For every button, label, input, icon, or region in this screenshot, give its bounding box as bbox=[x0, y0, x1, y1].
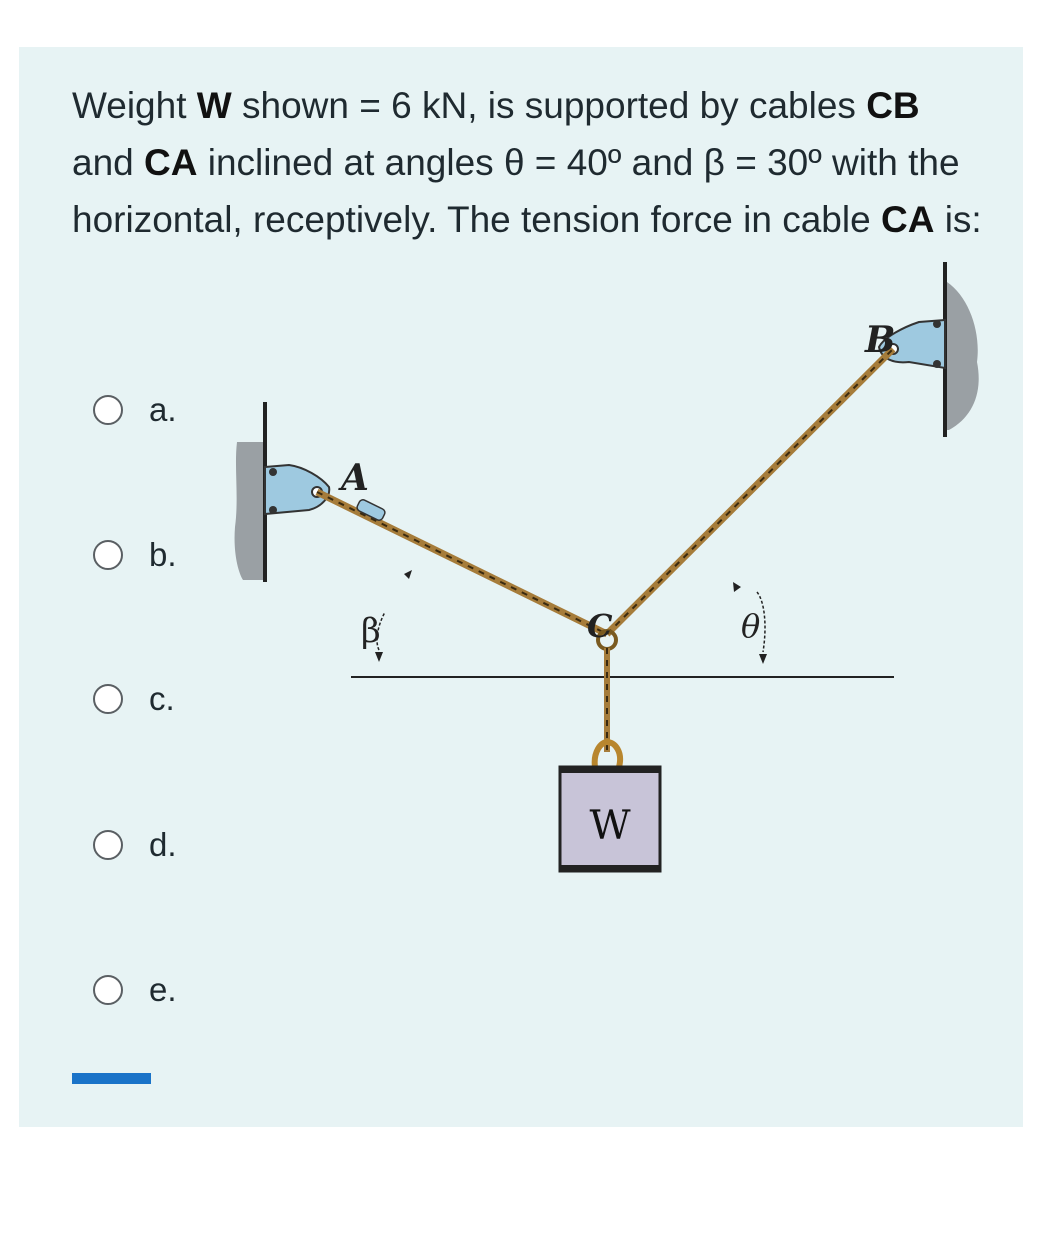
label-c: C bbox=[587, 607, 613, 645]
radio-d[interactable] bbox=[93, 830, 123, 860]
option-b[interactable] bbox=[93, 535, 177, 575]
radio-b[interactable] bbox=[93, 540, 123, 570]
label-b: B bbox=[865, 319, 896, 361]
radio-c[interactable] bbox=[93, 684, 123, 714]
label-theta: θ bbox=[741, 607, 761, 645]
option-d-label: d. bbox=[149, 826, 177, 863]
option-e[interactable] bbox=[93, 970, 177, 1010]
option-c-label: c. bbox=[149, 680, 175, 717]
focus-indicator bbox=[72, 1073, 151, 1084]
wall-b bbox=[945, 262, 979, 437]
option-a[interactable] bbox=[93, 390, 177, 430]
option-e-label: e. bbox=[149, 971, 177, 1008]
weight-label: W bbox=[589, 803, 631, 849]
question-card bbox=[19, 47, 1023, 1127]
question-text: Weight W shown = 6 kN, is supported by cables CB and CA inclined at angles θ = 40º and β = 30º with the horizontal, receptively. The tension force in cable CA is: bbox=[72, 85, 982, 240]
cable-diagram bbox=[229, 252, 989, 892]
option-c[interactable] bbox=[93, 679, 175, 719]
option-d[interactable] bbox=[93, 825, 177, 865]
label-beta: β bbox=[361, 611, 381, 651]
option-b-label: b. bbox=[149, 536, 177, 573]
radio-e[interactable] bbox=[93, 975, 123, 1005]
label-a: A bbox=[341, 457, 369, 499]
option-a-label: a. bbox=[149, 391, 177, 428]
radio-a[interactable] bbox=[93, 395, 123, 425]
wall-a bbox=[235, 402, 265, 582]
